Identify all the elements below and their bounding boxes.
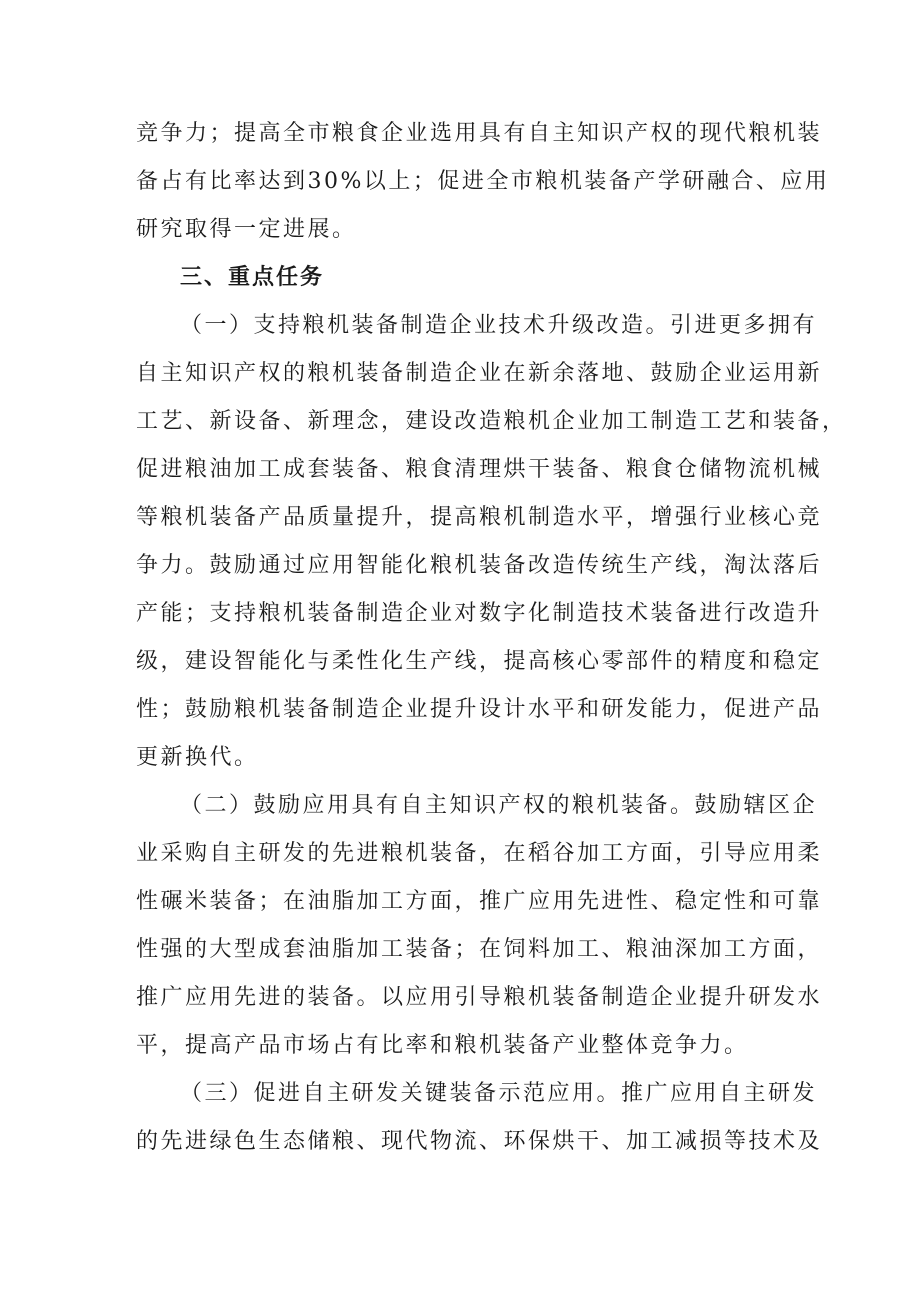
paragraph-line: 性；鼓励粮机装备制造企业提升设计水平和研发能力，促进产品 [136, 697, 823, 722]
paragraph-line: 性碾米装备；在油脂加工方面，推广应用先进性、稳定性和可靠 [136, 889, 823, 914]
paragraph-line: （三）促进自主研发关键装备示范应用。推广应用自主研发 [180, 1081, 818, 1106]
paragraph-line: 级，建设智能化与柔性化生产线，提高核心零部件的精度和稳定 [136, 649, 823, 674]
paragraph-line: 备占有比率达到30%以上；促进全市粮机装备产学研融合、应用 [136, 169, 830, 194]
paragraph-line: 性强的大型成套油脂加工装备；在饲料加工、粮油深加工方面， [136, 937, 823, 962]
paragraph-line: （一）支持粮机装备制造企业技术升级改造。引进更多拥有 [180, 313, 818, 338]
section-heading: 三、重点任务 [180, 265, 325, 290]
paragraph-line: 业采购自主研发的先进粮机装备，在稻谷加工方面，引导应用柔 [136, 841, 823, 866]
paragraph-line: 更新换代。 [136, 745, 259, 770]
paragraph-line: 研究取得一定进展。 [136, 217, 357, 242]
document-body [136, 110, 847, 1166]
paragraph-line: 促进粮油加工成套装备、粮食清理烘干装备、粮食仓储物流机械 [136, 457, 823, 482]
paragraph-line: 工艺、新设备、新理念，建设改造粮机企业加工制造工艺和装备， [136, 409, 847, 434]
paragraph-line: 的先进绿色生态储粮、现代物流、环保烘干、加工减损等技术及 [136, 1129, 823, 1154]
paragraph-line: 自主知识产权的粮机装备制造企业在新余落地、鼓励企业运用新 [136, 361, 823, 386]
paragraph-line: （二）鼓励应用具有自主知识产权的粮机装备。鼓励辖区企 [180, 793, 818, 818]
paragraph-line: 产能；支持粮机装备制造企业对数字化制造技术装备进行改造升 [136, 601, 823, 626]
paragraph-line: 等粮机装备产品质量提升，提高粮机制造水平，增强行业核心竞 [136, 505, 823, 530]
paragraph-line: 竞争力；提高全市粮食企业选用具有自主知识产权的现代粮机装 [136, 121, 823, 146]
paragraph-line: 平，提高产品市场占有比率和粮机装备产业整体竞争力。 [136, 1033, 749, 1058]
paragraph-line: 争力。鼓励通过应用智能化粮机装备改造传统生产线，淘汰落后 [136, 553, 823, 578]
paragraph-line: 推广应用先进的装备。以应用引导粮机装备制造企业提升研发水 [136, 985, 823, 1010]
